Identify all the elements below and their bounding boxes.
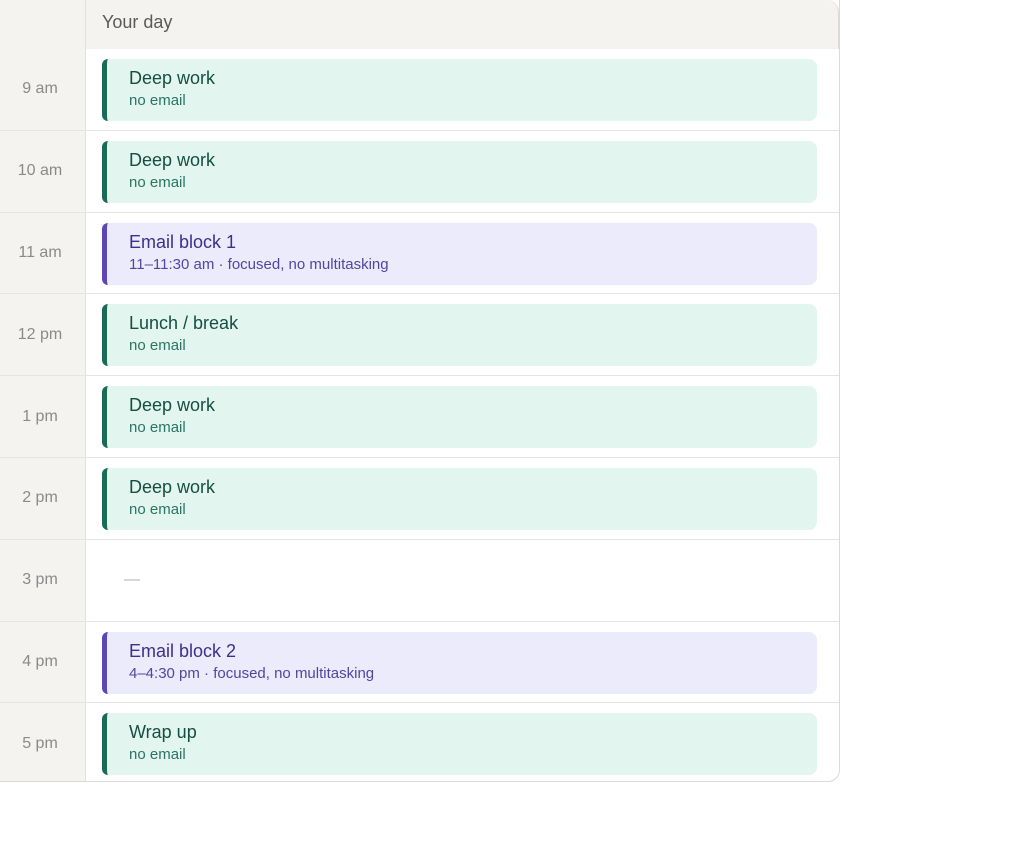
event-subtitle: no email	[129, 746, 186, 764]
event-block[interactable]	[102, 304, 817, 366]
time-label: 11 am	[18, 243, 62, 261]
time-label: 10 am	[17, 162, 63, 180]
hour-row	[0, 622, 839, 704]
event-block[interactable]	[102, 141, 817, 203]
hour-row	[0, 131, 839, 213]
event-block[interactable]	[102, 468, 817, 530]
event-title: Deep work	[129, 68, 216, 88]
event-subtitle: 11–11:30 am · focused, no multitasking	[129, 255, 389, 273]
hour-row	[0, 376, 839, 458]
event-title: Deep work	[129, 476, 216, 497]
event-title: Email block 2	[129, 640, 237, 661]
time-label: 12 pm	[17, 325, 63, 343]
event-title: Deep work	[129, 149, 216, 170]
empty-slot-placeholder: —	[124, 571, 140, 589]
hour-row	[0, 703, 839, 782]
event-title: Lunch / break	[129, 313, 239, 334]
event-block[interactable]	[102, 386, 817, 448]
event-block[interactable]	[102, 632, 817, 694]
hour-row	[0, 458, 839, 540]
time-label: 2 pm	[22, 489, 58, 507]
hour-row[interactable]	[0, 540, 839, 622]
page-title: Your day	[102, 12, 173, 32]
event-subtitle: no email	[129, 500, 186, 518]
event-title: Email block 1	[129, 231, 237, 252]
hour-row	[0, 49, 839, 131]
time-label: 4 pm	[22, 652, 58, 670]
event-subtitle: 4–4:30 pm · focused, no multitasking	[129, 664, 375, 682]
event-block[interactable]	[102, 713, 817, 775]
calendar-header	[86, 0, 839, 49]
hour-rows	[0, 49, 839, 782]
event-subtitle: no email	[129, 92, 186, 109]
event-title: Wrap up	[129, 722, 197, 743]
hour-row	[0, 294, 839, 376]
time-label: 9 am	[22, 80, 58, 98]
event-title: Deep work	[129, 395, 216, 416]
event-subtitle: no email	[129, 337, 186, 355]
event-block[interactable]	[102, 59, 817, 121]
event-subtitle: no email	[129, 173, 186, 191]
time-label: 3 pm	[22, 571, 58, 589]
hour-row	[0, 213, 839, 295]
event-block[interactable]	[102, 223, 817, 285]
time-label: 5 pm	[22, 735, 58, 753]
time-label: 1 pm	[22, 407, 58, 425]
event-subtitle: no email	[129, 419, 186, 437]
